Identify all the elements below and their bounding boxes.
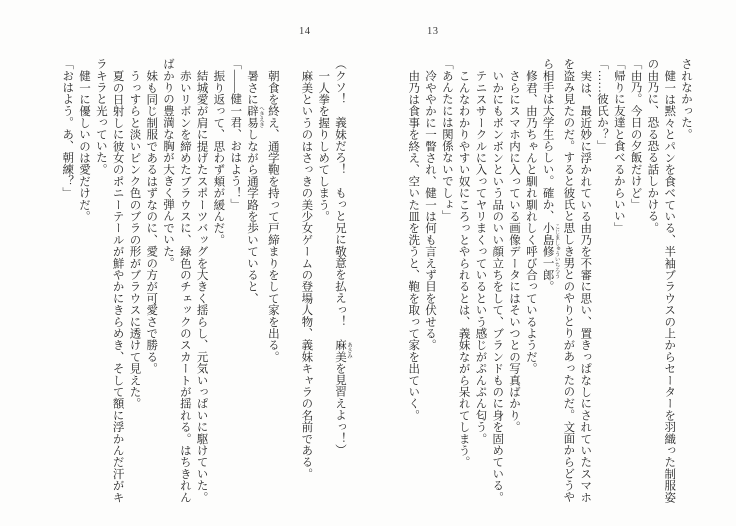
page-left[interactable] xyxy=(58,58,352,510)
text-line: 「由乃。今日の夕飯だけど」 xyxy=(629,58,642,211)
furigana-term: 辟易 へきえき xyxy=(246,104,265,129)
text-line: 一人拳を握りしめてしまう。 xyxy=(317,69,330,222)
text-line: 振り返って、思わず頬が緩んだ。 xyxy=(212,69,225,245)
text-line: を盗み見たのだ。すると彼氏と思しき男とのやりとりがあったのだ。文面からどうや xyxy=(562,58,575,503)
furigana-term: 小島修一郎 こじましゅういちろう xyxy=(541,221,560,281)
text-line: 麻美というのはさっきの美少女ゲームの登場人物、義妹キャラの名前である。 xyxy=(300,69,313,479)
text-line: 「帰りに友達と食べるからいい」 xyxy=(612,58,625,234)
text-line: の由乃に、恐る恐る話しかける。 xyxy=(646,58,659,234)
text-line: 結城愛が肩に提げたスポーツバッグを大きく揺らし、元気いっぱいに駆けていた。 xyxy=(195,69,208,503)
text-line: 朝食を終え、通学鞄を持って戸締まりをして家を出る。 xyxy=(266,69,279,362)
text-line: 「あんたには関係ないでしょ」 xyxy=(440,58,453,222)
text-line: こんなわかりやすい奴にころっとやられるとは、義妹ながら呆れてしまう。 xyxy=(457,69,470,468)
text-line: 健一に優しいのは愛だけだ。 xyxy=(78,69,91,222)
text-line: 夏の日射しに彼女のポニーテールが鮮やかにきらめき、そして額に浮かんだ汗がキ xyxy=(111,69,124,503)
text-line: 「――健一君、おはよう！」 xyxy=(229,58,242,211)
text-line: 暑さに辟易 へきえきしながら通学路を歩いていると、 xyxy=(246,69,265,304)
text-line: 実は、最近妙に浮かれている由乃を不審に思い、置きっぱなしにされていたスマホ xyxy=(579,69,592,503)
text-line: うっすらと淡いピンク色のブラの形がブラウスに透けて見えた。 xyxy=(128,69,141,409)
blank-line xyxy=(281,58,298,510)
text-line: 「……彼氏か？」 xyxy=(596,58,609,152)
text-line: 修君、由乃ちゃんと馴れ馴れしく呼び合っているようだ。 xyxy=(524,69,537,374)
page-number-left: 14 xyxy=(299,26,311,37)
text-line: 冷ややかに一瞥され、健一は何も言えず目を伏せる。 xyxy=(424,69,437,351)
text-line: ら相手は大学生らしい。確か、小島修一郎 こじましゅういちろう。 xyxy=(541,58,560,293)
furigana-term: 麻美 あさみ xyxy=(334,338,352,363)
text-line: ラキラと光っていた。 xyxy=(94,58,107,175)
text-line: （クソ！ 義妹だろ！ もっと兄に敬意を払えっ！ 麻美 あさみを見習えよっ！） xyxy=(334,58,352,456)
text-line: テニスサークルに入ってヤリまくっているという感じがぷんぷん匂う。 xyxy=(474,69,487,444)
text-line: 妹も同じ制服であるはずなのに、愛の方が可愛さで勝る。 xyxy=(145,69,158,374)
page-number-right: 13 xyxy=(427,26,439,37)
page-right[interactable] xyxy=(404,58,694,510)
text-line: ばかりの豊満な胸が大きく弾んでいた。 xyxy=(162,58,175,269)
text-line: さらにスマホ内に入っている画像データにはそいつとの写真ばかり。 xyxy=(508,69,521,433)
text-line: 健一は黙々とパンを食べている、半袖ブラウスの上からセーターを羽織った制服姿 xyxy=(663,69,676,503)
text-line: 「おはよう。あ、朝練？」 xyxy=(61,58,74,199)
text-line: 由乃は食事を終え、空いた皿を洗うと、鞄を取って家を出ていく。 xyxy=(407,69,420,421)
text-line: いかにもボンボンという品のいい顔立ちをして、ブランドものに身を固めている。 xyxy=(491,69,504,503)
text-line: 赤いリボンを締めたブラウスに、緑色のチェックのスカートが揺れる。はちきれん xyxy=(178,69,191,503)
text-line: されなかった。 xyxy=(680,58,692,140)
